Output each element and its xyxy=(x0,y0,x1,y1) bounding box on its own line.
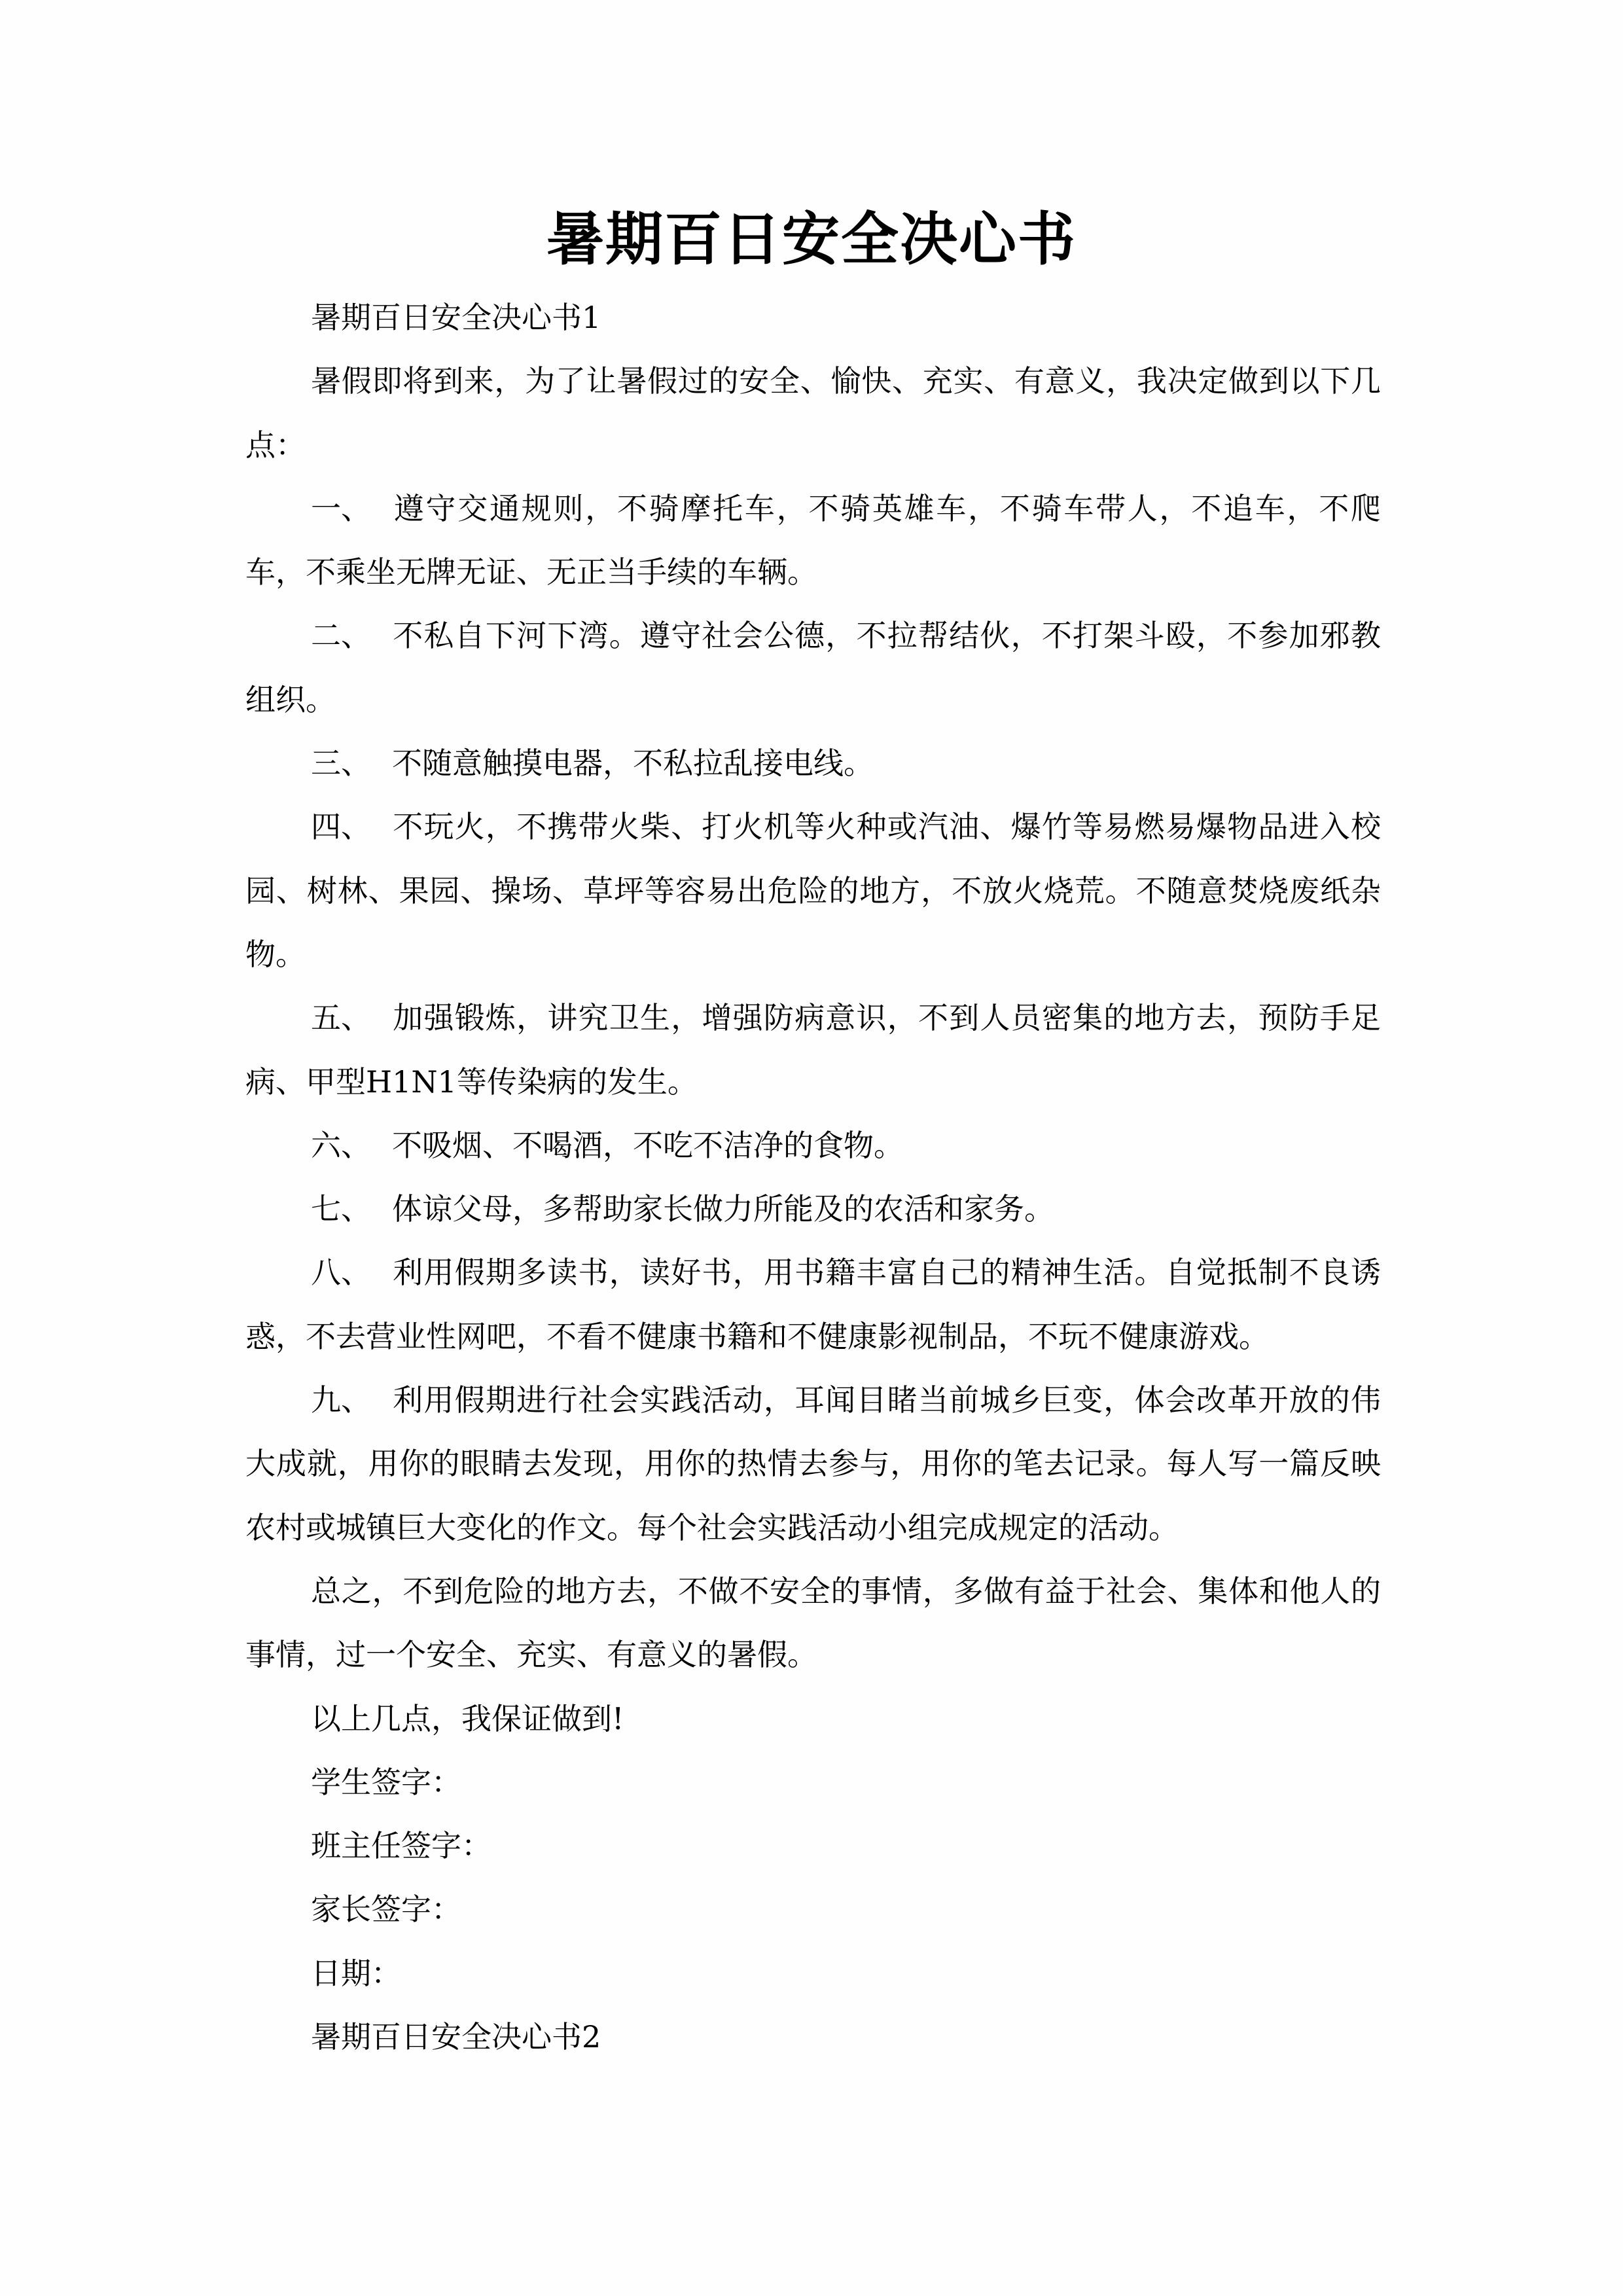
item-text: 不玩火，不携带火柴、打火机等火种或汽油、爆竹等易燃易爆物品进入校园、树林、果园、操场、草坪等容易出危险的地方，不放火烧荒。不随意焚烧废纸杂物。 xyxy=(245,809,1381,972)
item-text: 利用假期进行社会实践活动，耳闻目睹当前城乡巨变，体会改革开放的伟大成就，用你的眼睛去发现，用你的热情去参与，用你的笔去记录。每人写一篇反映农村或城镇巨大变化的作文。每个社会实践活动小组完成规定的活动。 xyxy=(245,1382,1381,1545)
item-number: 四、 xyxy=(311,809,371,845)
item-number: 二、 xyxy=(311,618,371,654)
list-item xyxy=(245,795,1381,986)
item-number: 三、 xyxy=(311,745,371,781)
item-text: 利用假期多读书，读好书，用书籍丰富自己的精神生活。自觉抵制不良诱惑，不去营业性网吧，不看不健康书籍和不健康影视制品，不玩不健康游戏。 xyxy=(245,1255,1381,1354)
section-heading-2: 暑期百日安全决心书2 xyxy=(311,2019,601,2055)
pledge-line: 以上几点，我保证做到! xyxy=(311,1700,624,1736)
item-text: 不吸烟、不喝酒，不吃不洁净的食物。 xyxy=(392,1127,904,1163)
item-number: 六、 xyxy=(311,1127,371,1163)
item-text: 不随意触摸电器，不私拉乱接电线。 xyxy=(392,745,874,781)
item-text: 体谅父母，多帮助家长做力所能及的农活和家务。 xyxy=(392,1191,1054,1227)
section-heading-1: 暑期百日安全决心书1 xyxy=(311,300,601,335)
item-number: 八、 xyxy=(311,1255,371,1291)
list-item xyxy=(245,1114,1381,1177)
item-number: 一、 xyxy=(311,490,371,526)
document-title: 暑期百日安全决心书 xyxy=(546,205,1077,273)
list-item xyxy=(245,986,1381,1114)
list-item xyxy=(245,1177,1381,1241)
list-item xyxy=(245,732,1381,795)
date-label: 日期： xyxy=(311,1955,401,1991)
head-teacher-signature-label: 班主任签字： xyxy=(311,1828,491,1864)
item-number: 九、 xyxy=(311,1382,371,1418)
item-number: 七、 xyxy=(311,1191,371,1227)
intro-paragraph: 暑假即将到来，为了让暑假过的安全、愉快、充实、有意义，我决定做到以下几点： xyxy=(245,363,1381,463)
list-item xyxy=(245,1369,1381,1560)
document-body xyxy=(245,286,1381,2069)
item-text: 不私自下河下湾。遵守社会公德，不拉帮结伙，不打架斗殴，不参加邪教组织。 xyxy=(245,618,1381,717)
item-text: 遵守交通规则，不骑摩托车，不骑英雄车，不骑车带人，不追车，不爬车，不乘坐无牌无证、无正当手续的车辆。 xyxy=(245,490,1381,590)
list-item xyxy=(245,604,1381,732)
student-signature-label: 学生签字： xyxy=(311,1764,461,1800)
item-number: 五、 xyxy=(311,1000,371,1036)
item-text: 加强锻炼，讲究卫生，增强防病意识，不到人员密集的地方去，预防手足病、甲型H1N1等传染病的发生。 xyxy=(245,1000,1381,1100)
conclusion-paragraph: 总之，不到危险的地方去，不做不安全的事情，多做有益于社会、集体和他人的事情，过一个安全、充实、有意义的暑假。 xyxy=(245,1573,1381,1673)
list-item xyxy=(245,477,1381,605)
list-item xyxy=(245,1241,1381,1369)
parent-signature-label: 家长签字： xyxy=(311,1892,461,1928)
